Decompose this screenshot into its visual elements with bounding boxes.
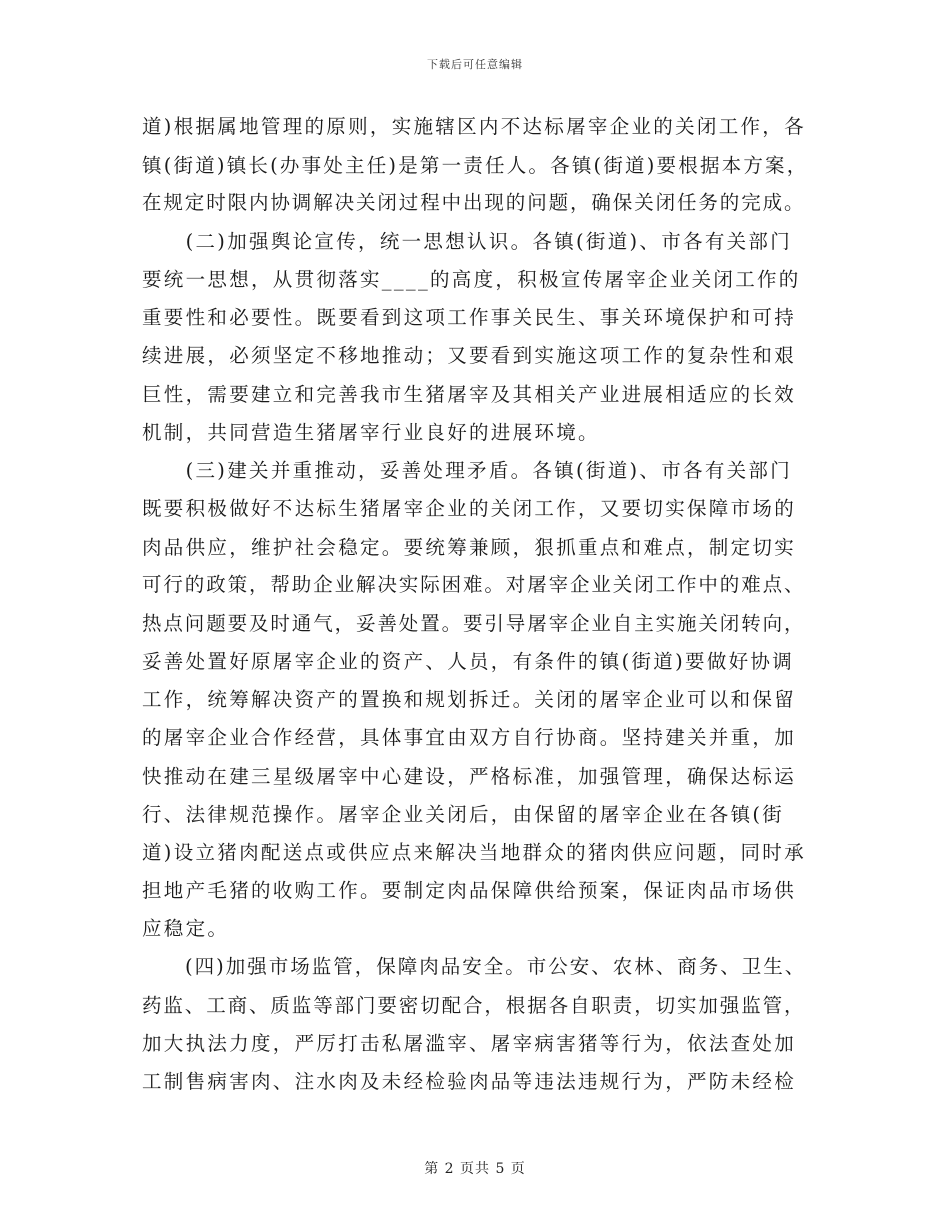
text-line: 加大执法力度，严厉打击私屠滥宰、屠宰病害猪等行为，依法查处加 xyxy=(142,1032,797,1055)
text-line: 在规定时限内协调解决关闭过程中出现的问题，确保关闭任务的完成。 xyxy=(142,191,806,214)
text-line: 既要积极做好不达标生猪屠宰企业的关闭工作，又要切实保障市场的 xyxy=(142,497,797,520)
text-line: 担地产毛猪的收购工作。要制定肉品保障供给预案，保证肉品市场供 xyxy=(142,879,797,902)
text-line: 热点问题要及时通气，妥善处置。要引导屠宰企业自主实施关闭转向， xyxy=(142,612,806,635)
text-line: 工作，统筹解决资产的置换和规划拆迁。关闭的屠宰企业可以和保留 xyxy=(142,688,797,711)
text-line: 妥善处置好原屠宰企业的资产、人员，有条件的镇(街道)要做好协调 xyxy=(142,650,795,673)
text-line: 快推动在建三星级屠宰中心建设，严格标准，加强管理，确保达标运 xyxy=(142,765,797,788)
text-line: (四)加强市场监管，保障肉品安全。市公安、农林、商务、卫生、 xyxy=(142,955,807,978)
text-line: 肉品供应，维护社会稳定。要统筹兼顾，狠抓重点和难点，制定切实 xyxy=(142,536,797,559)
text-line: 道)根据属地管理的原则，实施辖区内不达标屠宰企业的关闭工作，各 xyxy=(142,115,806,138)
text-line: 机制，共同营造生猪屠宰行业良好的进展环境。 xyxy=(142,421,600,444)
text-line: 镇(街道)镇长(办事处主任)是第一责任人。各镇(街道)要根据本方案， xyxy=(142,154,809,177)
page-footer: 第 2 页共 5 页 xyxy=(424,1161,526,1177)
text-line: 行、法律规范操作。屠宰企业关闭后，由保留的屠宰企业在各镇(街 xyxy=(142,803,785,826)
text-line: 的屠宰企业合作经营，具体事宜由双方自行协商。坚持建关并重，加 xyxy=(142,726,797,749)
text-line: 道)设立猪肉配送点或供应点来解决当地群众的猪肉供应问题，同时承 xyxy=(142,841,806,864)
text-line: 可行的政策，帮助企业解决实际困难。对屠宰企业关闭工作中的难点、 xyxy=(142,573,806,596)
text-line: 重要性和必要性。既要看到这项工作事关民生、事关环境保护和可持 xyxy=(142,306,797,329)
text-line: 工制售病害肉、注水肉及未经检验肉品等违法违规行为，严防未经检 xyxy=(142,1070,797,1093)
text-line: 药监、工商、质监等部门要密切配合，根据各自职责，切实加强监管， xyxy=(142,994,806,1017)
text-line: 应稳定。 xyxy=(142,917,230,940)
text-line: (三)建关并重推动，妥善处理矛盾。各镇(街道)、市各有关部门 xyxy=(142,459,793,482)
text-line: (二)加强舆论宣传，统一思想认识。各镇(街道)、市各有关部门 xyxy=(142,230,793,253)
text-line: 续进展，必须坚定不移地推动；又要看到实施这项工作的复杂性和艰 xyxy=(142,344,797,367)
text-line: 巨性，需要建立和完善我市生猪屠宰及其相关产业进展相适应的长效 xyxy=(142,383,797,406)
text-line: 要统一思想，从贯彻落实____的高度，积极宣传屠宰企业关闭工作的 xyxy=(142,268,801,291)
page-header: 下载后可任意编辑 xyxy=(427,58,523,71)
